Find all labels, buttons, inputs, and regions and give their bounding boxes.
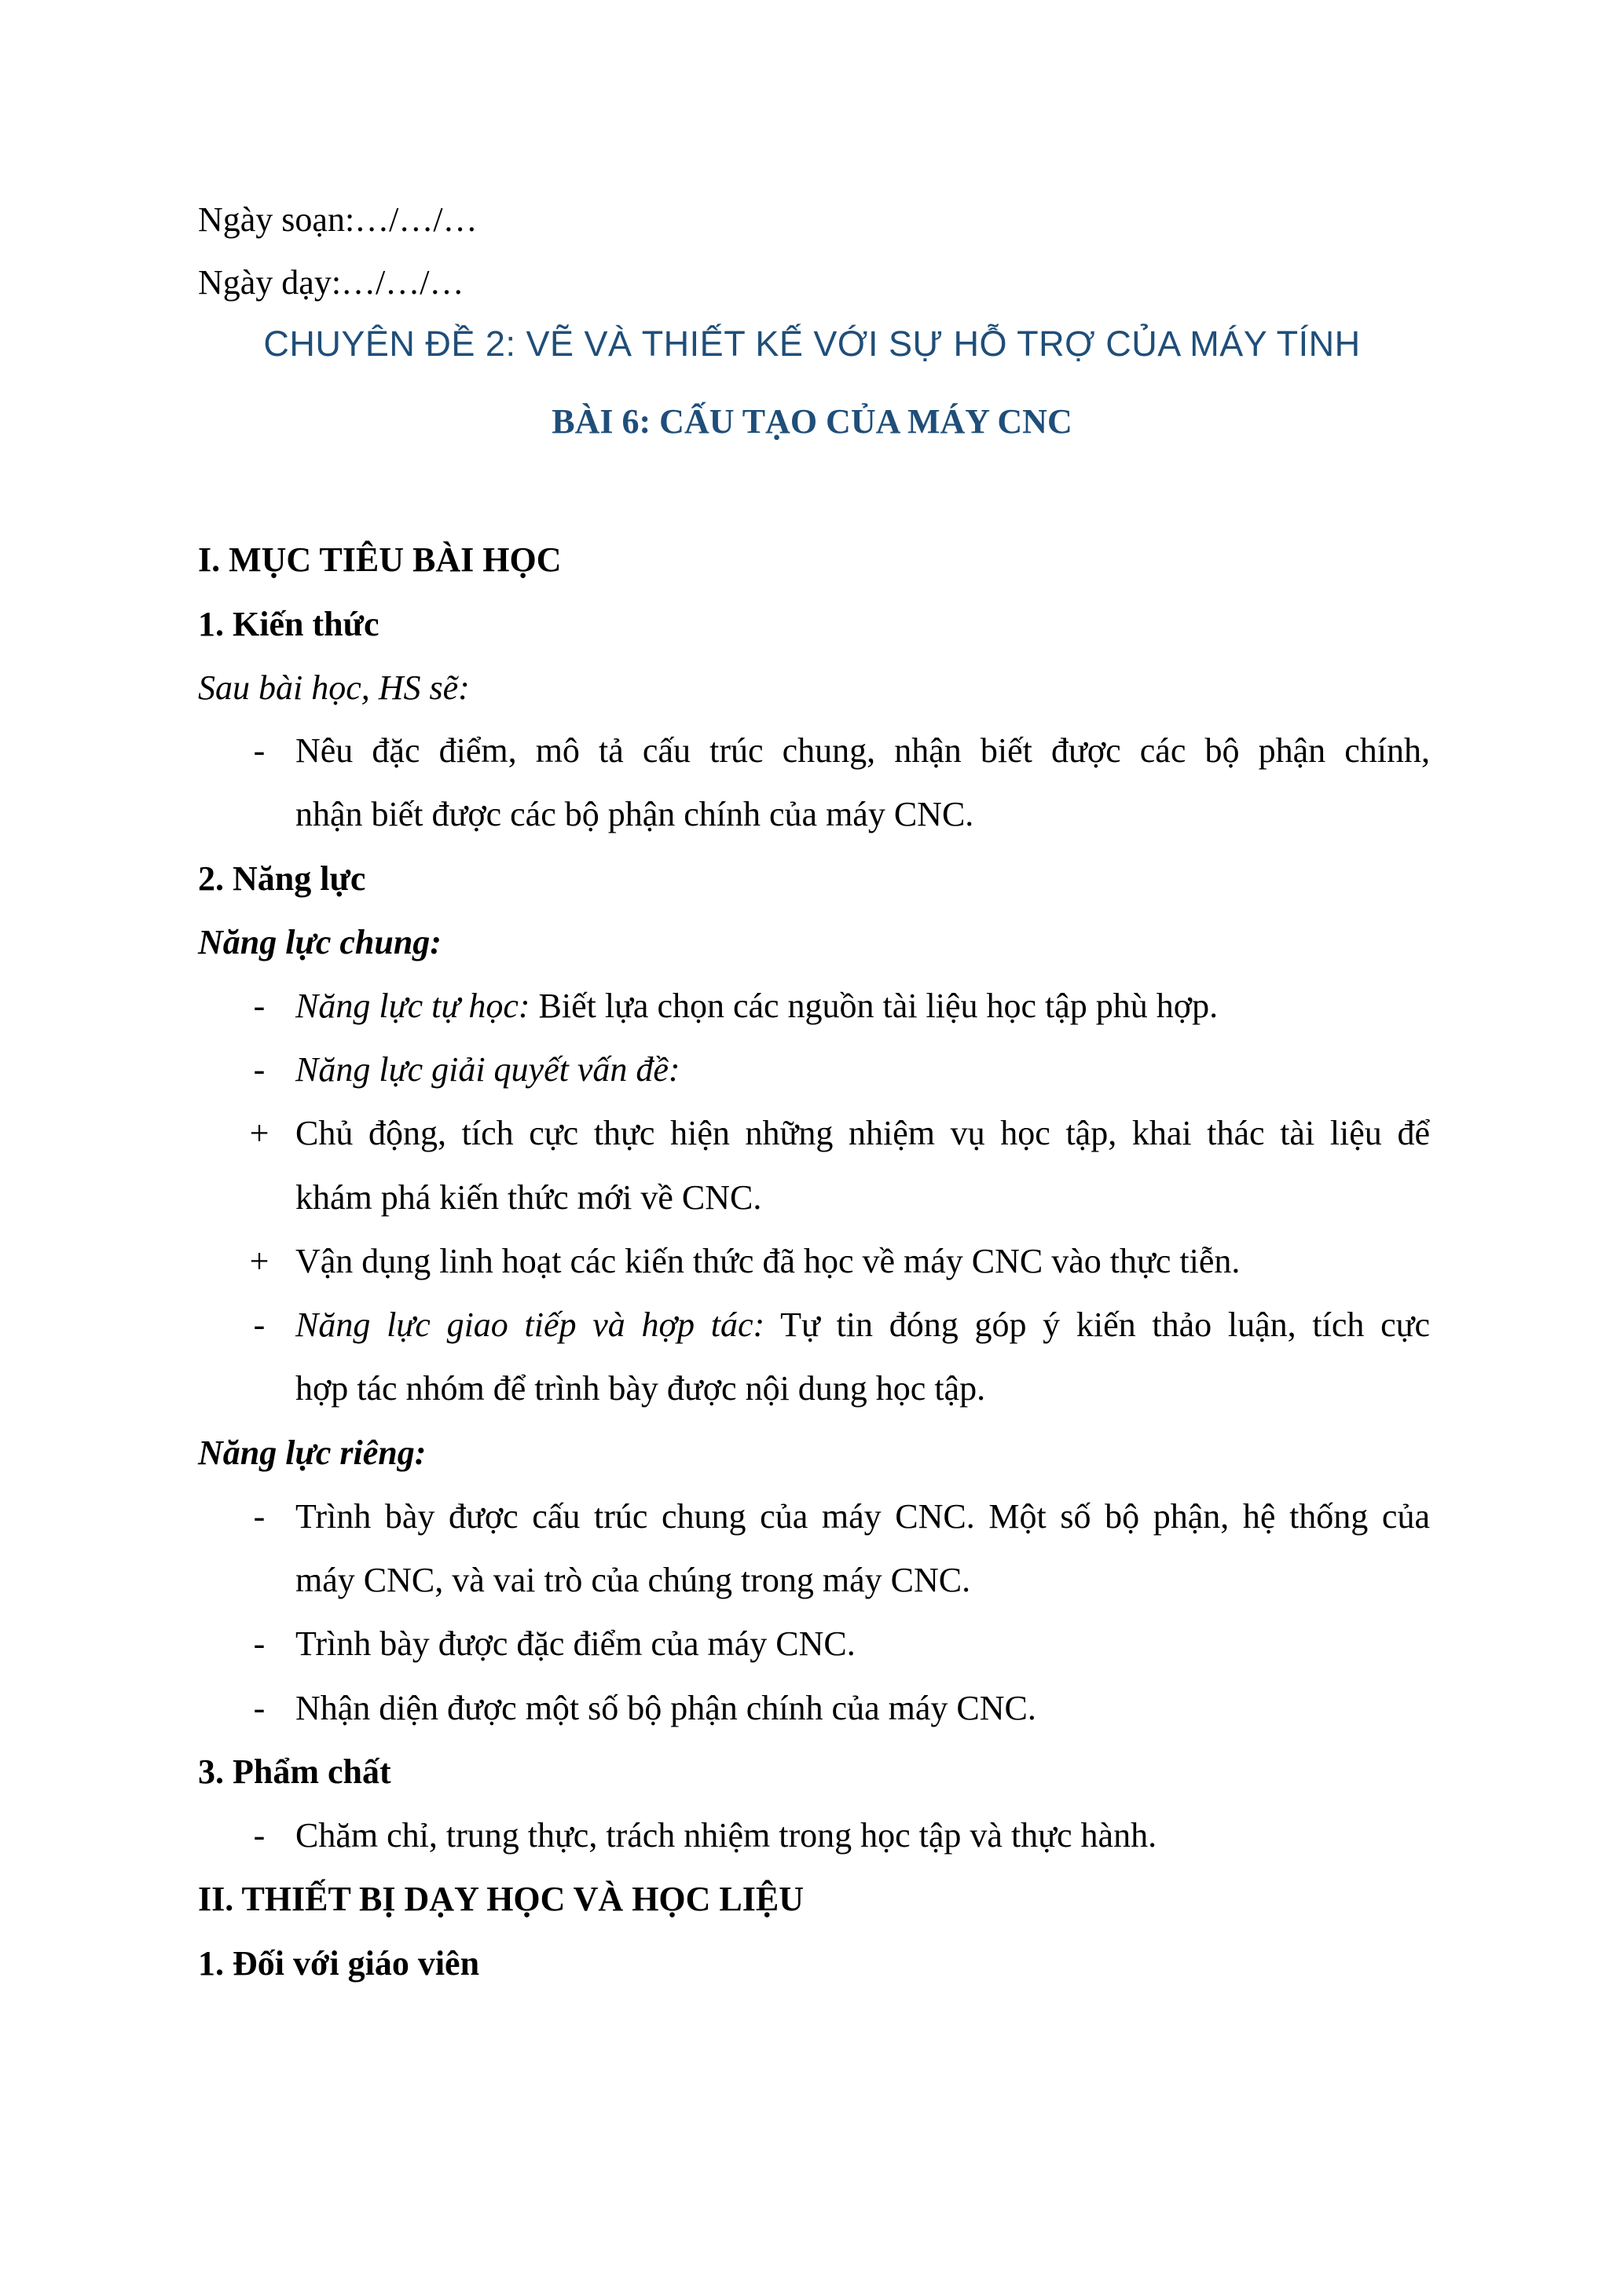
communication-text: Tự tin đóng góp ý kiến thảo luận, tích cực <box>764 1305 1430 1344</box>
list-marker: - <box>253 1816 266 1855</box>
communication-label: Năng lực giao tiếp và hợp tác: <box>295 1305 765 1344</box>
self-study-item <box>295 983 1218 1030</box>
qualities-heading: 3. Phẩm chất <box>198 1752 391 1791</box>
topic-title: CHUYÊN ĐỀ 2: VẼ VÀ THIẾT KẾ VỚI SỰ HỖ TRỢ CỦA MÁY TÍNH <box>263 324 1361 364</box>
list-marker: - <box>253 1050 266 1089</box>
specific-item-1-line1: Trình bày được cấu trúc chung của máy CNC. Một số bộ phận, hệ thống của <box>295 1497 1430 1536</box>
knowledge-item-line1: Nêu đặc điểm, mô tả cấu trúc chung, nhận biết được các bộ phận chính, <box>295 731 1430 770</box>
date-prepared: Ngày soạn:…/…/… <box>198 200 478 239</box>
plus-item-1-line1: Chủ động, tích cực thực hiện những nhiệm vụ học tập, khai thác tài liệu để <box>295 1114 1430 1152</box>
specific-item-3: Nhận diện được một số bộ phận chính của máy CNC. <box>295 1689 1036 1727</box>
list-marker: - <box>253 1305 266 1344</box>
knowledge-item-line2: nhận biết được các bộ phận chính của máy CNC. <box>295 795 974 833</box>
list-marker: - <box>253 1497 266 1536</box>
specific-competence-heading: Năng lực riêng: <box>198 1434 427 1472</box>
competence-heading: 2. Năng lực <box>198 859 366 898</box>
communication-item-line1 <box>295 1302 1430 1349</box>
list-marker: + <box>249 1114 269 1152</box>
general-competence-heading: Năng lực chung: <box>198 923 442 961</box>
lesson-title: BÀI 6: CẤU TẠO CỦA MÁY CNC <box>552 402 1072 441</box>
section2-heading: II. THIẾT BỊ DẠY HỌC VÀ HỌC LIỆU <box>198 1880 805 1918</box>
qualities-item-1: Chăm chỉ, trung thực, trách nhiệm trong học tập và thực hành. <box>295 1816 1157 1855</box>
specific-item-2: Trình bày được đặc điểm của máy CNC. <box>295 1624 856 1663</box>
list-marker: + <box>249 1242 269 1280</box>
knowledge-intro: Sau bài học, HS sẽ: <box>198 668 470 707</box>
self-study-text: Biết lựa chọn các nguồn tài liệu học tập phù hợp. <box>530 987 1219 1025</box>
self-study-label: Năng lực tự học: <box>295 987 530 1025</box>
teacher-heading: 1. Đối với giáo viên <box>198 1944 480 1983</box>
knowledge-heading: 1. Kiến thức <box>198 605 379 643</box>
specific-item-1-line2: máy CNC, và vai trò của chúng trong máy CNC. <box>295 1561 971 1599</box>
list-marker: - <box>253 987 266 1025</box>
list-marker: - <box>253 1624 266 1663</box>
date-taught: Ngày dạy:…/…/… <box>198 263 464 302</box>
problem-solving-label: Năng lực giải quyết vấn đề: <box>295 1050 680 1089</box>
list-marker: - <box>253 1689 266 1727</box>
section1-heading: I. MỤC TIÊU BÀI HỌC <box>198 540 562 579</box>
list-marker: - <box>253 731 266 770</box>
communication-item-line2: hợp tác nhóm để trình bày được nội dung học tập. <box>295 1369 986 1408</box>
plus-item-1-line2: khám phá kiến thức mới về CNC. <box>295 1178 762 1217</box>
plus-item-2: Vận dụng linh hoạt các kiến thức đã học về máy CNC vào thực tiễn. <box>295 1242 1241 1280</box>
